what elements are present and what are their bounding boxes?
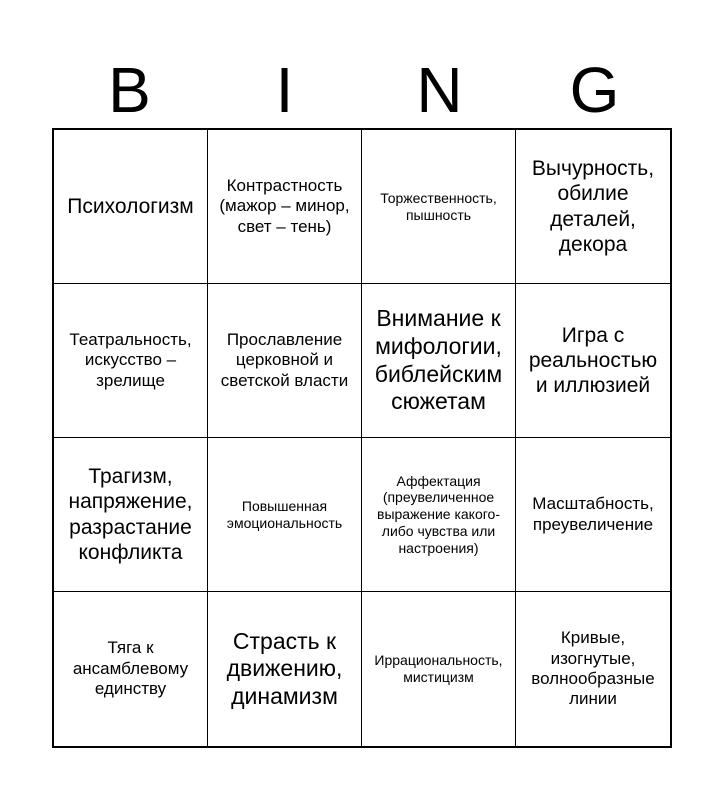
bingo-cell-r2-c2[interactable] bbox=[208, 284, 362, 438]
bingo-cell-r4-c1[interactable] bbox=[54, 592, 208, 746]
bingo-board bbox=[52, 128, 672, 748]
bingo-cell-text: Театральность, искусство – зрелище bbox=[69, 329, 192, 390]
bingo-cell-text: Психологизм bbox=[67, 194, 194, 218]
bingo-cell-r1-c2[interactable] bbox=[208, 130, 362, 284]
bingo-cell-r4-c4[interactable] bbox=[516, 592, 670, 746]
bingo-header bbox=[52, 52, 672, 128]
bingo-cell-text: Трагизм, напряжение, разрастание конфликта bbox=[68, 465, 193, 564]
bingo-cell-r3-c3[interactable] bbox=[362, 438, 516, 592]
bingo-cell-r2-c4[interactable] bbox=[516, 284, 670, 438]
header-letter-n: N bbox=[416, 54, 463, 126]
bingo-cell-text: Торжественность, пышность bbox=[380, 189, 497, 223]
bingo-cell-r2-c3[interactable] bbox=[362, 284, 516, 438]
bingo-cell-text: Внимание к мифологии, библейским сюжетам bbox=[374, 305, 503, 415]
bingo-cell-r3-c2[interactable] bbox=[208, 438, 362, 592]
bingo-cell-r4-c2[interactable] bbox=[208, 592, 362, 746]
bingo-cell-r1-c1[interactable] bbox=[54, 130, 208, 284]
header-letter-b: B bbox=[108, 54, 151, 126]
bingo-cell-text: Вычурность, обилие деталей, декора bbox=[531, 157, 655, 256]
bingo-cell-text: Тяга к ансамблевому единству bbox=[72, 638, 189, 699]
bingo-cell-text: Страсть к движению, динамизм bbox=[226, 627, 343, 709]
bingo-cell-r2-c1[interactable] bbox=[54, 284, 208, 438]
bingo-cell-text: Аффектация (преувеличенное выражение какого-либо чувства или настроения) bbox=[377, 472, 500, 556]
bingo-cell-text: Кривые, изогнутые, волнообразные линии bbox=[531, 628, 655, 709]
bingo-cell-text: Прославление церковной и светской власти bbox=[220, 329, 349, 390]
bingo-cell-text: Масштабность, преувеличение bbox=[532, 494, 654, 534]
bingo-cell-text: Повышенная эмоциональность bbox=[226, 497, 343, 531]
header-letter-i: I bbox=[275, 54, 294, 126]
bingo-cell-r3-c1[interactable] bbox=[54, 438, 208, 592]
bingo-cell-r1-c3[interactable] bbox=[362, 130, 516, 284]
bingo-cell-r4-c3[interactable] bbox=[362, 592, 516, 746]
bingo-cell-text: Иррациональность, мистицизм bbox=[374, 652, 503, 685]
bingo-cell-r1-c4[interactable] bbox=[516, 130, 670, 284]
bingo-cell-r3-c4[interactable] bbox=[516, 438, 670, 592]
header-letter-g: G bbox=[569, 54, 620, 126]
bingo-cell-text: Игра с реальностью и иллюзией bbox=[528, 323, 658, 398]
bingo-cell-text: Контрастность (мажор – минор, свет – тень) bbox=[219, 175, 350, 236]
